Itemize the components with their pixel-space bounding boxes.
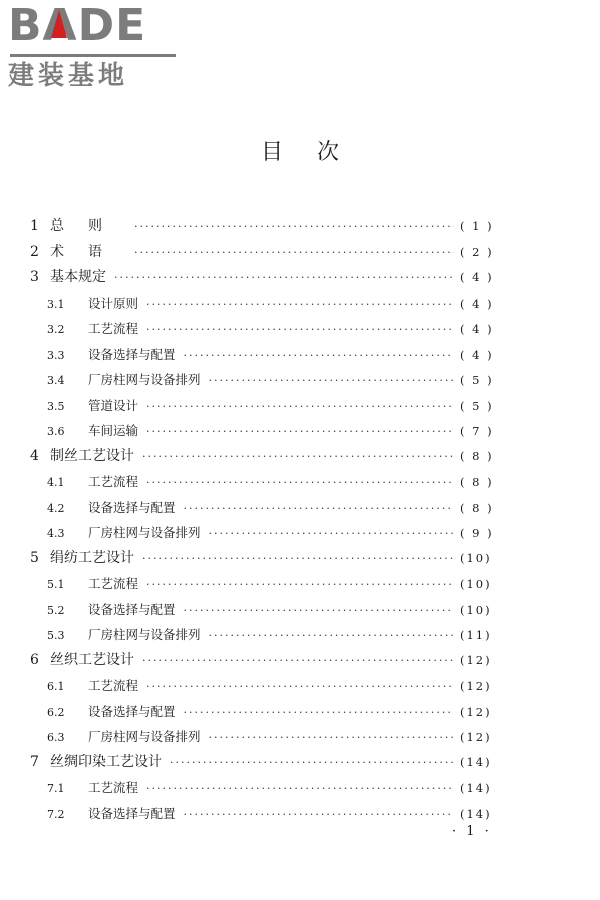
toc-entry-page: (12) xyxy=(460,679,492,693)
toc-leader-dots xyxy=(170,750,454,776)
toc-leader-dots xyxy=(142,648,454,674)
toc-entry-number: 1 xyxy=(30,218,39,234)
toc-entry-label: 工艺流程 xyxy=(88,678,139,693)
toc-entry-page: ( 4 ) xyxy=(460,296,494,311)
toc-leader-dots xyxy=(209,521,454,547)
toc-entry[interactable] xyxy=(30,265,500,291)
toc-entry-label: 丝织工艺设计 xyxy=(50,651,134,668)
logo-wordmark: BADE xyxy=(8,0,147,51)
toc-entry[interactable] xyxy=(30,775,500,801)
page-title: 目次 xyxy=(260,140,373,165)
toc-entry-number: 5.2 xyxy=(47,603,65,617)
toc-entry[interactable] xyxy=(30,367,500,393)
toc-leader-dots xyxy=(146,674,454,700)
toc-entry-label: 设备选择与配置 xyxy=(88,703,176,719)
toc-entry-label: 基本规定 xyxy=(50,269,106,285)
toc-entry-label: 总则 xyxy=(50,218,126,234)
toc-entry-number: 3.4 xyxy=(47,374,65,387)
toc-entry[interactable] xyxy=(30,291,500,317)
toc-entry-label: 工艺流程 xyxy=(88,780,139,795)
toc-entry-number: 4.1 xyxy=(47,476,65,489)
toc-entry-label: 车间运输 xyxy=(88,423,139,438)
toc-entry-label: 管道设计 xyxy=(88,397,139,413)
toc-entry-number: 3.3 xyxy=(47,348,65,362)
toc-entry-page: ( 5 ) xyxy=(460,373,494,387)
logo-subtitle: 建装基地 xyxy=(8,61,129,91)
toc-entry[interactable] xyxy=(30,699,500,725)
toc-entry-page: (10) xyxy=(460,577,492,591)
toc-entry-number: 4 xyxy=(30,447,39,464)
toc-leader-dots xyxy=(146,292,454,318)
bade-logo xyxy=(8,0,178,91)
toc-entry-page: (12) xyxy=(460,704,492,719)
toc-entry[interactable] xyxy=(30,750,500,776)
table-of-contents xyxy=(30,214,500,826)
toc-leader-dots xyxy=(134,240,454,266)
toc-entry[interactable] xyxy=(30,444,500,470)
toc-entry[interactable] xyxy=(30,342,500,368)
toc-entry-page: ( 9 ) xyxy=(460,526,494,540)
toc-entry[interactable] xyxy=(30,469,500,495)
toc-leader-dots xyxy=(209,725,454,751)
toc-entry-label: 术语 xyxy=(50,243,126,260)
toc-leader-dots xyxy=(146,572,454,598)
toc-entry-number: 7 xyxy=(30,753,39,770)
toc-entry-number: 3 xyxy=(30,269,39,285)
toc-entry-number: 7.2 xyxy=(47,807,65,821)
toc-entry-number: 4.3 xyxy=(47,527,65,540)
toc-leader-dots xyxy=(146,317,454,343)
toc-entry-page: (12) xyxy=(460,652,492,667)
toc-entry-label: 设计原则 xyxy=(88,295,139,311)
toc-entry-label: 工艺流程 xyxy=(88,321,139,336)
toc-entry-page: (10) xyxy=(460,602,492,617)
toc-entry[interactable] xyxy=(30,801,500,827)
toc-leader-dots xyxy=(142,546,454,572)
toc-entry[interactable] xyxy=(30,520,500,546)
toc-entry-page: ( 8 ) xyxy=(460,448,494,463)
toc-entry-number: 3.2 xyxy=(47,323,65,336)
toc-entry-label: 丝绸印染工艺设计 xyxy=(50,753,162,770)
logo-red-triangle-icon xyxy=(51,10,67,38)
toc-entry-page: ( 8 ) xyxy=(460,500,494,515)
toc-entry[interactable] xyxy=(30,316,500,342)
toc-entry[interactable] xyxy=(30,418,500,444)
toc-leader-dots xyxy=(209,368,454,394)
toc-entry-number: 3.1 xyxy=(47,297,65,311)
toc-entry-number: 5.1 xyxy=(47,578,65,591)
toc-entry-label: 设备选择与配置 xyxy=(88,499,176,515)
toc-entry-label: 工艺流程 xyxy=(88,576,139,591)
logo-divider xyxy=(10,54,176,57)
toc-entry-label: 工艺流程 xyxy=(88,474,139,489)
toc-entry-page: ( 4 ) xyxy=(460,322,494,336)
toc-entry[interactable] xyxy=(30,673,500,699)
toc-leader-dots xyxy=(184,343,454,369)
toc-entry-page: (11) xyxy=(460,628,492,642)
toc-entry-page: (12) xyxy=(460,730,492,744)
toc-entry[interactable] xyxy=(30,495,500,521)
toc-entry-page: ( 5 ) xyxy=(460,398,494,413)
toc-entry-number: 6.1 xyxy=(47,680,65,693)
toc-leader-dots xyxy=(142,444,454,470)
toc-leader-dots xyxy=(184,496,454,522)
toc-entry-page: ( 4 ) xyxy=(460,270,494,284)
toc-leader-dots xyxy=(114,265,454,291)
toc-entry[interactable] xyxy=(30,393,500,419)
toc-entry-number: 6.2 xyxy=(47,705,65,719)
toc-leader-dots xyxy=(146,470,454,496)
toc-entry[interactable] xyxy=(30,622,500,648)
toc-leader-dots xyxy=(146,776,454,802)
toc-leader-dots xyxy=(184,598,454,624)
toc-leader-dots xyxy=(146,419,454,445)
toc-entry-page: ( 1 ) xyxy=(460,219,494,233)
toc-entry-number: 6 xyxy=(30,651,39,668)
toc-entry-label: 设备选择与配置 xyxy=(88,601,176,617)
toc-entry-label: 厂房柱网与设备排列 xyxy=(88,729,201,744)
toc-entry[interactable] xyxy=(30,597,500,623)
toc-entry[interactable] xyxy=(30,240,500,266)
toc-entry[interactable] xyxy=(30,571,500,597)
toc-leader-dots xyxy=(184,700,454,726)
toc-entry-number: 3.5 xyxy=(47,399,65,413)
toc-leader-dots xyxy=(184,802,454,828)
toc-entry-number: 5.3 xyxy=(47,629,65,642)
page-number: · 1 · xyxy=(452,824,492,839)
toc-entry-page: ( 4 ) xyxy=(460,347,494,362)
toc-entry[interactable] xyxy=(30,648,500,674)
toc-entry-number: 4.2 xyxy=(47,501,65,515)
toc-leader-dots xyxy=(134,214,454,240)
toc-entry-page: ( 8 ) xyxy=(460,475,494,489)
toc-entry-label: 绢纺工艺设计 xyxy=(50,549,134,566)
toc-entry-label: 设备选择与配置 xyxy=(88,805,176,821)
toc-entry-page: (14) xyxy=(460,781,492,795)
toc-entry-page: (10) xyxy=(460,550,492,565)
toc-entry-label: 制丝工艺设计 xyxy=(50,447,134,464)
toc-entry[interactable] xyxy=(30,546,500,572)
toc-entry-number: 2 xyxy=(30,243,39,260)
toc-entry-number: 7.1 xyxy=(47,782,65,795)
toc-entry-page: ( 7 ) xyxy=(460,424,494,438)
toc-entry-number: 3.6 xyxy=(47,425,65,438)
toc-leader-dots xyxy=(146,394,454,420)
toc-entry[interactable] xyxy=(30,214,500,240)
toc-entry-page: ( 2 ) xyxy=(460,244,494,259)
toc-entry-label: 设备选择与配置 xyxy=(88,346,176,362)
toc-entry-label: 厂房柱网与设备排列 xyxy=(88,525,201,540)
toc-entry-number: 6.3 xyxy=(47,731,65,744)
toc-entry-number: 5 xyxy=(30,549,39,566)
toc-entry-page: (14) xyxy=(460,754,492,769)
toc-entry[interactable] xyxy=(30,724,500,750)
toc-leader-dots xyxy=(209,623,454,649)
toc-entry-page: (14) xyxy=(460,806,492,821)
toc-entry-label: 厂房柱网与设备排列 xyxy=(88,372,201,387)
toc-entry-label: 厂房柱网与设备排列 xyxy=(88,627,201,642)
